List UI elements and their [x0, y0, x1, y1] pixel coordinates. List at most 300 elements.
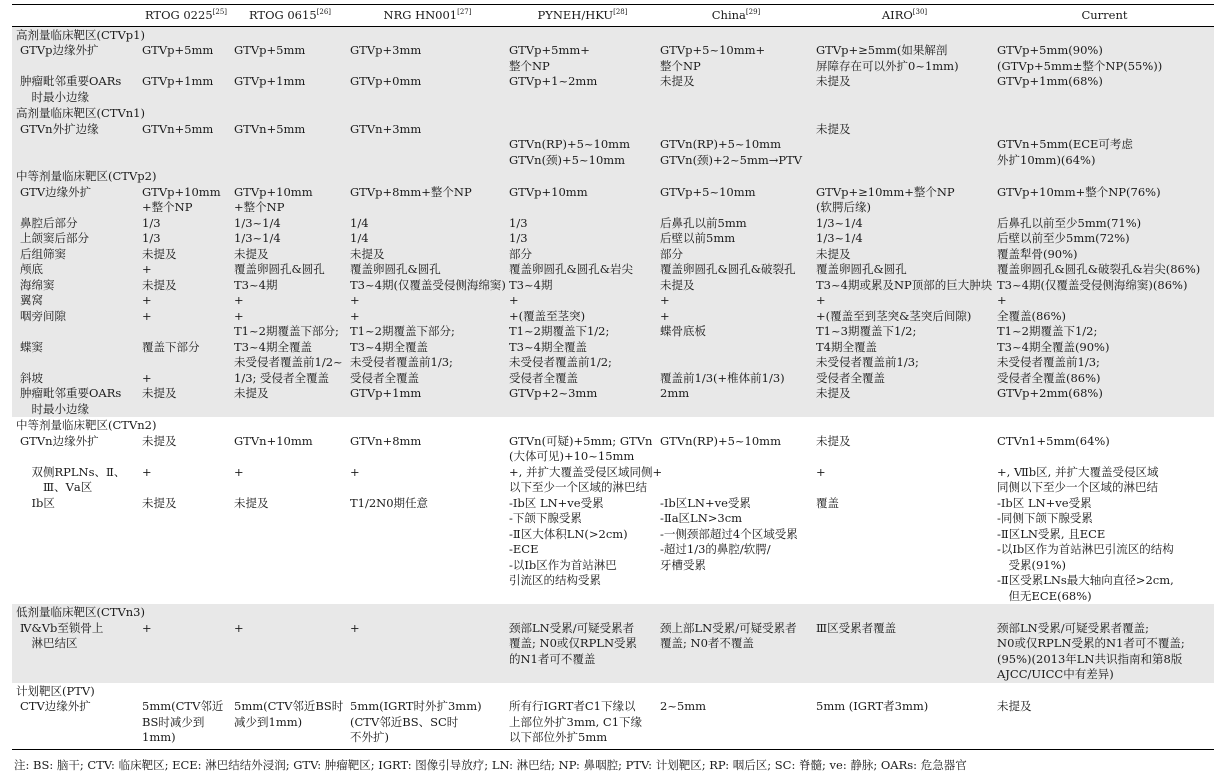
cell-line: +整个NP	[234, 200, 285, 214]
table-cell	[658, 309, 814, 325]
row-label	[12, 386, 140, 417]
cell-line: GTVn(RP)+5~10mm	[509, 137, 630, 151]
cell-line: +	[142, 464, 152, 479]
cell-line: T3~4期	[234, 277, 278, 292]
cell-line: T1~2期覆盖下1/2;	[997, 324, 1098, 338]
table-cell	[140, 293, 232, 309]
cell-line: -下颌下腺受累	[509, 511, 582, 525]
cell-line: 整个NP	[509, 58, 550, 73]
column-header-label: PYNEH/HKU	[537, 8, 614, 22]
table-cell	[507, 231, 658, 247]
cell-line: 未提及	[142, 386, 177, 400]
cell-line: 1/3	[509, 215, 528, 230]
cell-line: 覆盖卵圆孔&圆孔	[816, 262, 907, 276]
cell-line: 未提及	[816, 74, 851, 88]
cell-line: +	[234, 308, 244, 323]
table-cell	[814, 293, 995, 309]
cell-line: GTVp+5mm(90%)	[997, 43, 1103, 57]
table-cell	[507, 122, 658, 169]
row-label	[12, 216, 140, 232]
table-row	[12, 324, 1214, 355]
table-cell	[140, 324, 232, 355]
cell-line: 覆盖卵圆孔&圆孔&破裂孔&岩尖(86%)	[997, 262, 1201, 276]
cell-line: 未提及	[816, 121, 851, 136]
table-cell	[814, 386, 995, 417]
cell-line: 肿瘤毗邻重要OARs	[20, 386, 122, 400]
cell-line: GTVp+1mm	[234, 74, 306, 88]
table-cell	[814, 699, 995, 749]
cell-line: GTVp+1mm(68%)	[997, 74, 1103, 88]
table-cell	[995, 293, 1214, 309]
cell-line: 以下至少一个区域的淋巴结	[509, 480, 647, 494]
cell-line: 1/3~1/4	[816, 215, 863, 230]
cell-line: 时最小边缘	[20, 401, 89, 416]
cell-line: Ⅲ、Ⅴa区	[20, 480, 93, 494]
table-cell	[814, 231, 995, 247]
row-label	[12, 434, 140, 465]
table-cell	[814, 355, 995, 386]
cell-line: T3~4期	[509, 277, 553, 292]
table-cell	[348, 293, 507, 309]
table-cell	[814, 43, 995, 74]
table-cell	[348, 74, 507, 105]
cell-line: GTVp+2~3mm	[509, 386, 598, 400]
table-cell	[658, 355, 814, 386]
cell-line: 蝶窦	[20, 339, 43, 354]
table-row	[12, 278, 1214, 294]
table-cell	[348, 324, 507, 355]
table-cell	[814, 185, 995, 216]
row-label	[12, 278, 140, 294]
cell-line: +	[816, 293, 826, 307]
table-cell	[658, 496, 814, 605]
cell-line: 颈部LN受累/可疑受累者覆盖;	[997, 620, 1149, 635]
row-label	[12, 43, 140, 74]
cell-line: 的N1者可不覆盖	[509, 651, 596, 666]
section-title: 低剂量临床靶区(CTVn3)	[12, 604, 1214, 621]
row-label	[12, 621, 140, 683]
table-cell	[507, 293, 658, 309]
cell-line: GTVp+5~10mm	[660, 184, 756, 199]
cell-line: 未受侵者覆盖前1/2;	[509, 355, 612, 369]
cell-line: 覆盖卵圆孔&圆孔&破裂孔	[660, 262, 796, 276]
cell-line: 5mm(CTV邻近BS时	[234, 699, 344, 713]
cell-line: 双侧RPLNs、Ⅱ、	[20, 464, 126, 479]
table-cell	[658, 386, 814, 417]
cell-line: 未提及	[234, 495, 269, 510]
cell-line: 5mm (IGRT者3mm)	[816, 699, 929, 713]
table-row	[12, 185, 1214, 216]
table-cell	[995, 621, 1214, 683]
table-row	[12, 216, 1214, 232]
table-cell	[140, 43, 232, 74]
column-header	[12, 5, 140, 27]
column-header-label: RTOG 0615	[248, 8, 317, 22]
table-cell	[232, 122, 348, 169]
cell-line: 上颌窦后部分	[20, 231, 89, 245]
table-row	[12, 355, 1214, 386]
cell-line: 未提及	[660, 277, 695, 292]
table-cell	[348, 185, 507, 216]
cell-line: GTVp+1~2mm	[509, 74, 598, 88]
cell-line: 未提及	[142, 433, 177, 448]
cell-line: 斜坡	[20, 370, 43, 385]
cell-line: GTVp+5~10mm+	[660, 43, 766, 57]
table-cell	[232, 355, 348, 386]
cell-line: +	[234, 293, 244, 307]
row-label	[12, 355, 140, 386]
cell-line: 受侵者全覆盖(86%)	[997, 370, 1101, 385]
cell-line: 覆盖; N0者不覆盖	[660, 636, 754, 650]
cell-line: 受侵者全覆盖	[350, 370, 419, 385]
cell-line: 5mm(CTV邻近	[142, 699, 224, 713]
cell-line: T3~4期全覆盖(90%)	[997, 339, 1110, 354]
cell-line	[509, 122, 656, 138]
table-cell	[507, 496, 658, 605]
cell-line: 覆盖前1/3(+椎体前1/3)	[660, 370, 785, 385]
cell-line: 咽旁间隙	[20, 308, 66, 323]
cell-line: 未提及	[350, 246, 385, 261]
cell-line: T3~4期或累及NP顶部的巨大肿块	[816, 277, 993, 292]
table-cell	[507, 216, 658, 232]
cell-line: GTVp+≥10mm+整个NP	[816, 184, 955, 199]
table-cell	[232, 278, 348, 294]
cell-line: +	[816, 464, 826, 479]
cell-line: -Ⅰb区 LN+ve受累	[509, 495, 604, 510]
table-cell	[658, 43, 814, 74]
section-row	[12, 105, 1214, 122]
cell-line: +	[350, 620, 360, 635]
table-cell	[814, 278, 995, 294]
table-cell	[507, 355, 658, 386]
table-cell	[348, 278, 507, 294]
cell-line: +	[234, 464, 244, 479]
cell-line: CTV边缘外扩	[20, 699, 91, 713]
cell-line: 后壁以前5mm	[660, 231, 736, 245]
cell-line: -一侧颈部超过4个区域受累	[660, 526, 798, 541]
cell-line: +	[142, 308, 152, 323]
column-header-ref: [30]	[912, 8, 928, 17]
cell-line: 但无ECE(68%)	[997, 588, 1092, 603]
cell-line: +	[142, 370, 152, 385]
cell-line: 覆盖; N0或仅RPLN受累	[509, 636, 638, 650]
table-cell	[232, 216, 348, 232]
table-cell	[348, 465, 507, 496]
cell-line: 屏障存在可以外扩0~1mm)	[816, 58, 959, 73]
cell-line: (GTVp+5mm±整个NP(55%))	[997, 58, 1163, 73]
column-header-label: NRG HN001	[383, 8, 458, 22]
cell-line: 未提及	[997, 699, 1032, 713]
table-row	[12, 74, 1214, 105]
table-cell	[140, 278, 232, 294]
column-header-ref: [26]	[316, 8, 332, 17]
cell-line: 颈上部LN受累/可疑受累者	[660, 620, 797, 635]
table-cell	[140, 216, 232, 232]
cell-line: 未受侵者覆盖前1/3;	[350, 355, 453, 369]
cell-line: +	[509, 293, 519, 307]
cell-line: 全覆盖(86%)	[997, 308, 1067, 323]
cell-line: +	[142, 262, 152, 276]
cell-line: 后组筛窦	[20, 246, 66, 261]
section-title: 中等剂量临床靶区(CTVn2)	[16, 418, 157, 432]
cell-line: GTVp+1mm	[350, 386, 422, 400]
row-label	[12, 324, 140, 355]
cell-line: 1/3~1/4	[234, 215, 281, 230]
section-row	[12, 417, 1214, 434]
cell-line: GTVn+5mm(ECE可考虑	[997, 137, 1133, 151]
table-cell	[348, 43, 507, 74]
table-cell	[507, 386, 658, 417]
table-cell	[507, 247, 658, 263]
cell-line: 未提及	[234, 386, 269, 400]
table-row	[12, 309, 1214, 325]
table-cell	[995, 74, 1214, 105]
table-cell	[814, 74, 995, 105]
cell-line: 1/4	[350, 215, 369, 230]
table-cell	[658, 278, 814, 294]
cell-line: +	[142, 620, 152, 635]
table-cell	[232, 496, 348, 605]
cell-line: GTVp边缘外扩	[20, 43, 99, 57]
table-cell	[814, 496, 995, 605]
table-cell	[140, 309, 232, 325]
table-cell	[232, 185, 348, 216]
cell-line: -Ⅰb区LN+ve受累	[660, 495, 751, 510]
cell-line: -以Ⅰb区作为首站淋巴引流区的结构	[997, 542, 1174, 556]
cell-line: 鼻腔后部分	[20, 215, 78, 230]
table-header	[12, 5, 1214, 27]
cell-line: T1~2期覆盖下部分;	[350, 324, 455, 338]
cell-line: 未提及	[234, 246, 269, 261]
cell-line: T3~4期全覆盖	[350, 339, 428, 354]
table-cell	[658, 699, 814, 749]
cell-line: GTVp+3mm	[350, 43, 422, 57]
table-cell	[232, 434, 348, 465]
cell-line: 1/3	[142, 215, 161, 230]
cell-line: +	[234, 620, 244, 635]
section-title: 高剂量临床靶区(CTVn1)	[12, 105, 1214, 122]
cell-line: -以Ⅰb区作为首站淋巴	[509, 557, 617, 572]
table-cell	[507, 43, 658, 74]
cell-line: 海绵窦	[20, 277, 55, 292]
section-title: 计划靶区(PTV)	[16, 683, 95, 698]
cell-line: 蝶骨底板	[660, 324, 706, 338]
cell-line: T3~4期(仅覆盖受侵侧海绵窦)	[350, 277, 506, 292]
table-cell	[814, 434, 995, 465]
cell-line: CTVn1+5mm(64%)	[997, 433, 1110, 448]
table-row	[12, 293, 1214, 309]
table-cell	[232, 309, 348, 325]
table-cell	[232, 231, 348, 247]
cell-line: -ECE	[509, 542, 539, 556]
table-cell	[995, 324, 1214, 355]
column-header	[658, 5, 814, 27]
cell-line: 未提及	[142, 246, 177, 261]
column-header-label: RTOG 0225	[144, 8, 213, 22]
table-cell	[658, 216, 814, 232]
cell-line: GTVp+5mm	[234, 43, 306, 57]
row-label	[12, 699, 140, 749]
cell-line: BS时减少到	[142, 714, 205, 729]
cell-line: 不外扩)	[350, 730, 389, 744]
cell-line	[20, 355, 138, 371]
table-cell	[995, 465, 1214, 496]
cell-line: 部分	[509, 246, 532, 261]
table-cell	[995, 434, 1214, 465]
table-cell	[232, 262, 348, 278]
row-label	[12, 496, 140, 605]
cell-line: +(覆盖至茎突)	[509, 308, 586, 323]
table-cell	[995, 278, 1214, 294]
cell-line: T3~4期全覆盖	[509, 339, 587, 354]
row-label	[12, 309, 140, 325]
table-cell	[232, 74, 348, 105]
table-cell	[348, 262, 507, 278]
cell-line: -Ⅱa区LN>3cm	[660, 511, 743, 525]
cell-line: T1~2期覆盖下1/2;	[509, 324, 610, 338]
table-cell	[658, 231, 814, 247]
table-cell	[348, 216, 507, 232]
cell-line: Ⅲ区受累者覆盖	[816, 620, 897, 635]
table-cell	[140, 434, 232, 465]
cell-line: 受累(91%)	[997, 557, 1067, 572]
table-cell	[348, 247, 507, 263]
cell-line: 外扩10mm)(64%)	[997, 152, 1096, 167]
cell-line: GTVn外扩边缘	[20, 121, 99, 136]
table-cell	[507, 464, 663, 496]
cell-line: 覆盖	[816, 495, 839, 510]
table-cell	[507, 185, 658, 216]
cell-line: 未提及	[816, 433, 851, 448]
column-header	[348, 5, 507, 27]
table-cell	[232, 247, 348, 263]
table-row	[12, 122, 1214, 169]
section-row	[12, 604, 1214, 621]
cell-line: GTVn(颈)+2~5mm→PTV	[660, 152, 803, 167]
table-cell	[995, 122, 1214, 169]
cell-line: 覆盖卵圆孔&圆孔&岩尖	[509, 262, 633, 276]
table-cell	[232, 465, 348, 496]
cell-line: 2~5mm	[660, 699, 707, 713]
cell-line: -Ⅱ区受累LNs最大轴向直径>2cm,	[997, 573, 1174, 587]
cell-line: GTVn+8mm	[350, 433, 422, 448]
table-cell	[658, 262, 814, 278]
cell-line: GTVp+5mm+	[509, 43, 590, 57]
section-row	[12, 168, 1214, 185]
table-cell	[995, 43, 1214, 74]
table-cell	[814, 262, 995, 278]
table-cell	[140, 231, 232, 247]
cell-line: N0或仅RPLN受累的N1者可不覆盖;	[997, 636, 1185, 650]
table-cell	[348, 434, 507, 465]
cell-line: +	[660, 308, 670, 323]
cell-line: 未受侵者覆盖前1/3;	[997, 355, 1100, 369]
cell-line: GTVn+5mm	[142, 121, 214, 136]
table-row	[12, 231, 1214, 247]
cell-line: +	[350, 308, 360, 323]
cell-line: 1/4	[350, 231, 369, 245]
cell-line: -Ⅱ区大体积LN(>2cm)	[509, 526, 628, 541]
table-cell	[658, 621, 814, 683]
table-cell	[658, 434, 814, 465]
table-cell	[507, 434, 658, 465]
cell-line: 覆盖犁骨(90%)	[997, 246, 1078, 261]
table-cell	[140, 465, 232, 496]
table-row	[12, 465, 1214, 496]
cell-line: -同侧下颌下腺受累	[997, 511, 1093, 525]
table-cell	[232, 621, 348, 683]
cell-line: T3~4期(仅覆盖受侵侧海绵窦)(86%)	[997, 277, 1188, 292]
cell-line: +	[142, 293, 152, 307]
cell-line: 整个NP	[660, 58, 701, 73]
cell-line: 未受侵者覆盖前1/3;	[816, 355, 919, 369]
table-row	[12, 386, 1214, 417]
cell-line: 受侵者全覆盖	[509, 370, 578, 385]
table-cell	[507, 278, 658, 294]
table-cell	[140, 621, 232, 683]
cell-line: GTVn+10mm	[234, 433, 313, 448]
cell-line: Ⅰb区	[20, 495, 55, 510]
cell-line: 未提及	[142, 495, 177, 510]
table-cell	[140, 355, 232, 386]
cell-line: -Ⅱ区LN受累, 且ECE	[997, 526, 1106, 541]
table-cell	[995, 496, 1214, 605]
column-header-ref: [27]	[457, 8, 472, 17]
table-cell	[814, 247, 995, 263]
cell-line: T4期全覆盖	[816, 339, 877, 354]
table-cell	[140, 496, 232, 605]
table-row	[12, 621, 1214, 683]
cell-line: 未受侵者覆盖前1/2~	[234, 355, 343, 369]
cell-line: +	[350, 293, 360, 307]
footnote: 注: BS: 脑干; CTV: 临床靶区; ECE: 淋巴结结外浸润; GTV: 肿瘤靶区; IGRT: 图像引导放疗; LN: 淋巴结; NP: 鼻咽腔; PTV: 计划靶区; RP: 咽后区; SC: 脊髓; ve: 静脉; OARs: 危急器官	[12, 749, 1214, 773]
column-header-ref: [28]	[613, 8, 628, 17]
table-cell	[995, 262, 1214, 278]
cell-line: +, Ⅶb区, 并扩大覆盖受侵区域	[997, 464, 1159, 479]
column-header	[814, 5, 995, 27]
cell-line: 淋巴结区	[20, 636, 78, 650]
table-cell	[995, 185, 1214, 216]
table-cell	[507, 699, 658, 749]
column-header-label: AIRO	[881, 8, 913, 22]
row-label	[12, 262, 140, 278]
table-cell	[814, 465, 995, 496]
row-label	[12, 465, 140, 496]
cell-line: 引流区的结构受累	[509, 573, 601, 587]
cell-line	[660, 465, 812, 481]
table-cell	[814, 324, 995, 355]
table-cell	[348, 231, 507, 247]
table-cell	[658, 122, 814, 169]
column-header	[995, 5, 1214, 27]
table-cell	[995, 247, 1214, 263]
cell-line: GTVn+5mm	[234, 121, 306, 136]
cell-line: T1/2N0期任意	[350, 495, 429, 510]
cell-line: 未提及	[816, 386, 851, 400]
table-cell	[348, 122, 507, 169]
table-footer	[12, 749, 1214, 773]
cell-line: 部分	[660, 246, 683, 261]
cell-line: GTVp+5mm	[142, 43, 214, 57]
table-row	[12, 43, 1214, 74]
cell-line: 后壁以前至少5mm(72%)	[997, 231, 1130, 245]
row-label	[12, 293, 140, 309]
row-label	[12, 122, 140, 169]
table-cell	[140, 122, 232, 169]
table-row	[12, 434, 1214, 465]
cell-line: GTVp+≥5mm(如果解剖	[816, 43, 948, 57]
table-cell	[348, 621, 507, 683]
